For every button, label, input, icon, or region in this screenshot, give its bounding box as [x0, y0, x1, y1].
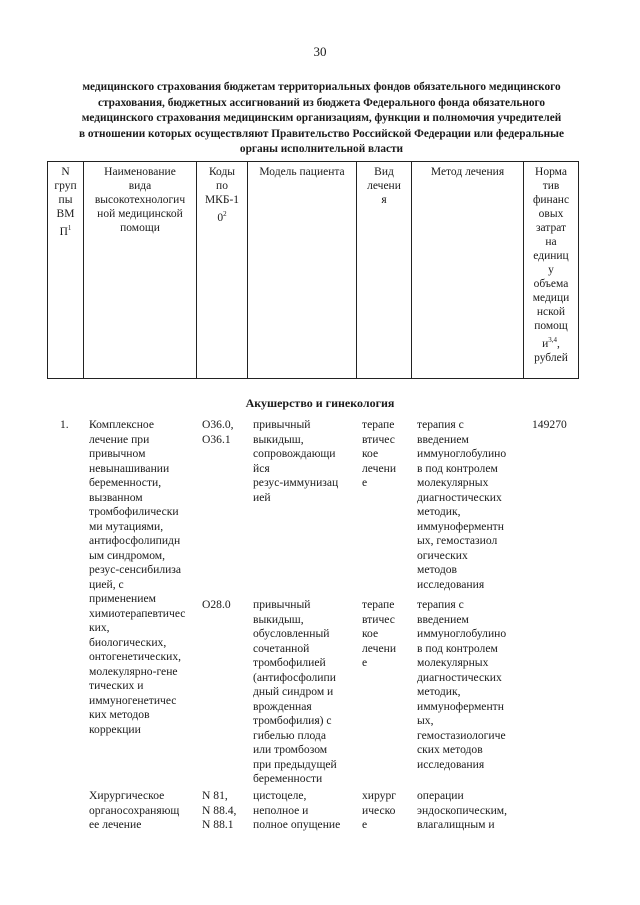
- text-line: биологических,: [89, 635, 167, 649]
- text-line: лечение при: [89, 432, 150, 446]
- text-line: (антифосфолипи: [253, 670, 336, 684]
- text-line: привычный: [253, 598, 311, 611]
- header-cost-norm: Норма тив финанс овых затрат на единиц у объема медици нской помощ $и^{3,4}$, рублей: [532, 166, 570, 364]
- text-line: невынашивании: [89, 461, 170, 475]
- text-line: N 88.1: [202, 818, 234, 831]
- text-line: терапе: [362, 598, 395, 611]
- text-line: методик,: [417, 505, 461, 518]
- text-line: влагалищным и: [417, 818, 495, 831]
- page-number: 30: [313, 44, 327, 59]
- text-line: диагностических: [417, 670, 502, 684]
- cost-norm: 149270: [532, 418, 567, 431]
- header-care-type: Наименование вида высокотехнологич ной медицинской помощи: [94, 166, 186, 234]
- title-line: медицинского страхования бюджетам территориальных фондов обязательного медицинского: [82, 81, 561, 93]
- patient-model: [253, 418, 338, 505]
- text-line: ких,: [89, 621, 110, 634]
- text-line: гибелью плода: [253, 728, 326, 742]
- text-line: введением: [417, 612, 469, 626]
- text-line: методик,: [417, 685, 461, 698]
- treatment-type: [362, 418, 396, 491]
- text-line: применением: [89, 592, 156, 605]
- patient-model: [253, 598, 337, 787]
- text-line: Комплексное: [89, 418, 154, 431]
- text-line: резус-иммунизац: [253, 476, 339, 489]
- patient-model: [253, 789, 340, 833]
- text-line: е: [362, 818, 368, 831]
- header-group-number: N груп пы ВМ $П^1$: [54, 166, 77, 238]
- text-line: полное опущение: [253, 818, 341, 831]
- table-right-border: [578, 161, 579, 379]
- text-line: огических: [417, 548, 468, 562]
- text-line: молекулярных: [417, 476, 489, 489]
- text-line: ми мутациями,: [89, 519, 164, 533]
- section-title: Акушерство и гинекология: [245, 396, 395, 410]
- text-line: гемостазиологиче: [417, 728, 506, 742]
- text-line: антифосфолипидн: [89, 534, 181, 547]
- text-line: введением: [417, 432, 469, 446]
- text-line: сочетанной: [253, 641, 310, 655]
- text-line: N 81,: [202, 789, 228, 802]
- text-line: резус-сенсибилиза: [89, 563, 182, 576]
- text-line: иммуноферментн: [417, 699, 504, 713]
- text-line: терапе: [362, 418, 395, 431]
- column-divider: [411, 161, 412, 379]
- text-line: операции: [417, 789, 464, 802]
- icd-codes: [202, 789, 236, 833]
- text-line: врожденная: [253, 699, 312, 713]
- text-line: иммуноглобулино: [417, 627, 507, 640]
- text-line: беременности,: [89, 476, 162, 489]
- document-title: [40, 80, 603, 158]
- text-line: сопровождающи: [253, 447, 336, 460]
- header-treatment-method: Метод лечения: [430, 166, 505, 178]
- icd-codes: [202, 418, 234, 447]
- text-line: ее лечение: [89, 818, 142, 831]
- text-line: обусловленный: [253, 627, 330, 640]
- text-line: кое: [362, 447, 379, 460]
- text-line: вызванном: [89, 490, 143, 504]
- text-line: тромбофилически: [89, 505, 179, 518]
- text-line: диагностических: [417, 490, 502, 504]
- text-line: химиотерапевтичес: [89, 606, 186, 620]
- text-line: ых,: [417, 714, 434, 727]
- text-line: выкидыш,: [253, 432, 304, 446]
- header-treatment-type: Вид лечени я: [367, 166, 401, 206]
- group-number: 1.: [60, 418, 69, 431]
- text-line: молекулярно-гене: [89, 664, 178, 678]
- text-line: O28.0: [202, 598, 231, 611]
- text-line: ых, гемостазиол: [417, 534, 498, 547]
- text-line: е: [362, 476, 368, 489]
- text-line: кое: [362, 627, 379, 640]
- table-header-bottom-border: [47, 378, 579, 379]
- text-line: тромбофилией: [253, 656, 326, 669]
- title-line: страхования, бюджетных ассигнований из бюджета Федерального фонда обязательного: [97, 96, 546, 109]
- text-line: неполное и: [253, 803, 309, 817]
- text-line: лечени: [362, 641, 397, 655]
- text-line: тромбофилия) с: [253, 714, 332, 727]
- text-line: втичес: [362, 432, 395, 446]
- text-line: в под контролем: [417, 461, 498, 475]
- text-line: коррекции: [89, 722, 141, 736]
- header-icd-codes: Коды по МКБ-1 $0^2$: [204, 166, 240, 224]
- text-line: органосохраняющ: [89, 803, 180, 817]
- text-line: Хирургическое: [89, 789, 165, 802]
- care-type-name: [89, 789, 179, 833]
- text-line: йся: [253, 461, 270, 475]
- text-line: иммуногенетичес: [89, 693, 177, 707]
- text-line: хирург: [362, 789, 396, 802]
- text-line: цией, с: [89, 577, 124, 591]
- text-line: при предыдущей: [253, 757, 337, 771]
- text-line: иммуноглобулино: [417, 447, 507, 460]
- text-line: онтогенетических,: [89, 650, 182, 663]
- treatment-type: [362, 598, 396, 671]
- icd-codes: [202, 598, 231, 613]
- text-line: привычном: [89, 447, 146, 460]
- text-line: ких методов: [89, 708, 150, 721]
- text-line: беременности: [253, 772, 323, 785]
- text-line: ическо: [362, 803, 396, 817]
- text-line: методов: [417, 563, 458, 576]
- table-top-border: [47, 161, 579, 162]
- text-line: иммуноферментн: [417, 519, 504, 533]
- treatment-type: [362, 789, 396, 833]
- text-line: е: [362, 656, 368, 669]
- text-line: эндоскопическим,: [417, 803, 508, 817]
- text-line: втичес: [362, 612, 395, 626]
- text-line: терапия с: [417, 598, 464, 611]
- title-line: органы исполнительной власти: [239, 143, 404, 155]
- text-line: цистоцеле,: [253, 789, 307, 802]
- text-line: ым синдромом,: [89, 548, 165, 562]
- header-patient-model: Модель пациента: [259, 166, 345, 178]
- text-line: дный синдром и: [253, 685, 334, 698]
- text-line: O36.0,: [202, 418, 234, 431]
- text-line: терапия с: [417, 418, 464, 431]
- text-line: N 88.4,: [202, 803, 237, 817]
- text-line: выкидыш,: [253, 612, 304, 626]
- text-line: привычный: [253, 418, 311, 431]
- text-line: исследования: [417, 577, 485, 591]
- title-line: в отношении которых осуществляют Правительство Российской Федерации или федеральные: [79, 127, 564, 140]
- text-line: в под контролем: [417, 641, 498, 655]
- text-line: O36.1: [202, 432, 231, 446]
- text-line: или тромбозом: [253, 743, 328, 756]
- text-line: лечени: [362, 461, 397, 475]
- column-divider: [247, 161, 248, 379]
- care-type-name: [89, 418, 185, 737]
- treatment-method: [417, 418, 506, 592]
- text-line: ией: [253, 490, 271, 504]
- text-line: тических и: [89, 679, 144, 692]
- treatment-method: [417, 789, 507, 833]
- text-line: ских методов: [417, 743, 483, 756]
- text-line: исследования: [417, 757, 485, 771]
- text-line: молекулярных: [417, 656, 489, 669]
- treatment-method: [417, 598, 506, 772]
- title-line: медицинского страхования медицинским организациям, функции и полномочия учредителей: [81, 112, 562, 124]
